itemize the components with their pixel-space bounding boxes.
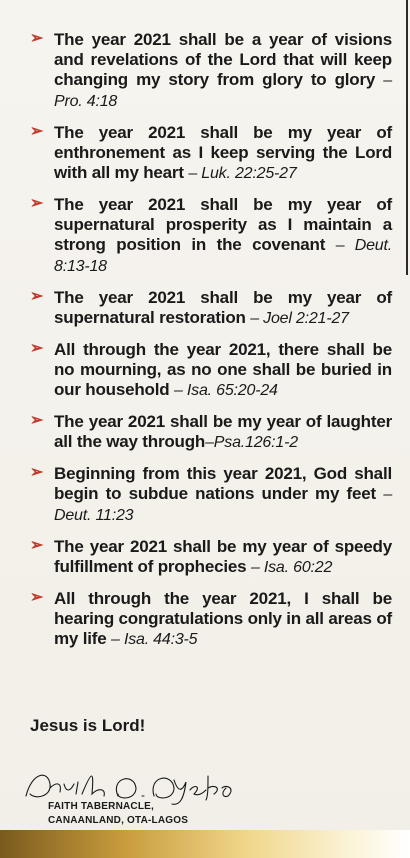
item-reference: – Deut. 11:23 <box>54 486 393 524</box>
item-reference: – Isa. 65:20-24 <box>173 382 278 399</box>
item-reference: –Psa.126:1-2 <box>205 434 298 451</box>
arrow-bullet-icon: ➢ <box>30 123 44 140</box>
list-item <box>30 537 392 578</box>
item-reference: – Pro. 4:18 <box>54 72 392 110</box>
arrow-bullet-icon: ➢ <box>30 288 44 305</box>
list-item <box>30 412 392 453</box>
item-reference: – Joel 2:21-27 <box>250 310 349 327</box>
item-text: The year 2021 shall be my year of enthronement as I keep serving the Lord with all my heart <box>54 123 392 182</box>
closing-statement: Jesus is Lord! <box>30 716 146 735</box>
item-reference: – Isa. 60:22 <box>250 559 333 576</box>
item-text: The year 2021 shall be my year of laughter all the way through <box>54 412 392 451</box>
list-item <box>30 340 392 401</box>
item-text: The year 2021 shall be a year of visions and revelations of the Lord that will keep changing my story from glory to glory <box>54 30 392 89</box>
list-item <box>30 464 392 526</box>
item-reference: – Deut. 8:13-18 <box>54 237 392 275</box>
list-item <box>30 288 392 329</box>
vertical-rule <box>406 0 408 275</box>
list-item <box>30 195 392 277</box>
arrow-bullet-icon: ➢ <box>30 537 44 554</box>
item-text: All through the year 2021, there shall be no mourning, as no one shall be buried in our household <box>54 340 392 399</box>
arrow-bullet-icon: ➢ <box>30 30 44 47</box>
item-text: All through the year 2021, I shall be hearing congratulations only in all areas of my life <box>54 589 392 648</box>
arrow-bullet-icon: ➢ <box>30 340 44 357</box>
signature-line-2: CANAANLAND, OTA-LAGOS <box>48 815 189 826</box>
arrow-bullet-icon: ➢ <box>30 464 44 481</box>
declarations-list <box>30 30 392 661</box>
item-text: The year 2021 shall be my year of supernatural restoration <box>54 288 392 327</box>
list-item <box>30 30 392 112</box>
item-text: Beginning from this year 2021, God shall begin to subdue nations under my feet <box>54 464 392 503</box>
handwritten-signature <box>22 766 242 806</box>
list-item <box>30 123 392 184</box>
arrow-bullet-icon: ➢ <box>30 589 44 606</box>
item-text: The year 2021 shall be my year of speedy fulfillment of prophecies <box>54 537 392 576</box>
item-reference: – Isa. 44:3-5 <box>111 631 198 648</box>
gold-footer-bar <box>0 830 410 858</box>
arrow-bullet-icon: ➢ <box>30 195 44 212</box>
item-reference: – Luk. 22:25-27 <box>188 165 297 182</box>
arrow-bullet-icon: ➢ <box>30 412 44 429</box>
item-text: The year 2021 shall be my year of supernatural prosperity as I maintain a strong position in the covenant <box>54 195 392 254</box>
signature-line-1: FAITH TABERNACLE, <box>48 801 154 812</box>
list-item <box>30 589 392 650</box>
